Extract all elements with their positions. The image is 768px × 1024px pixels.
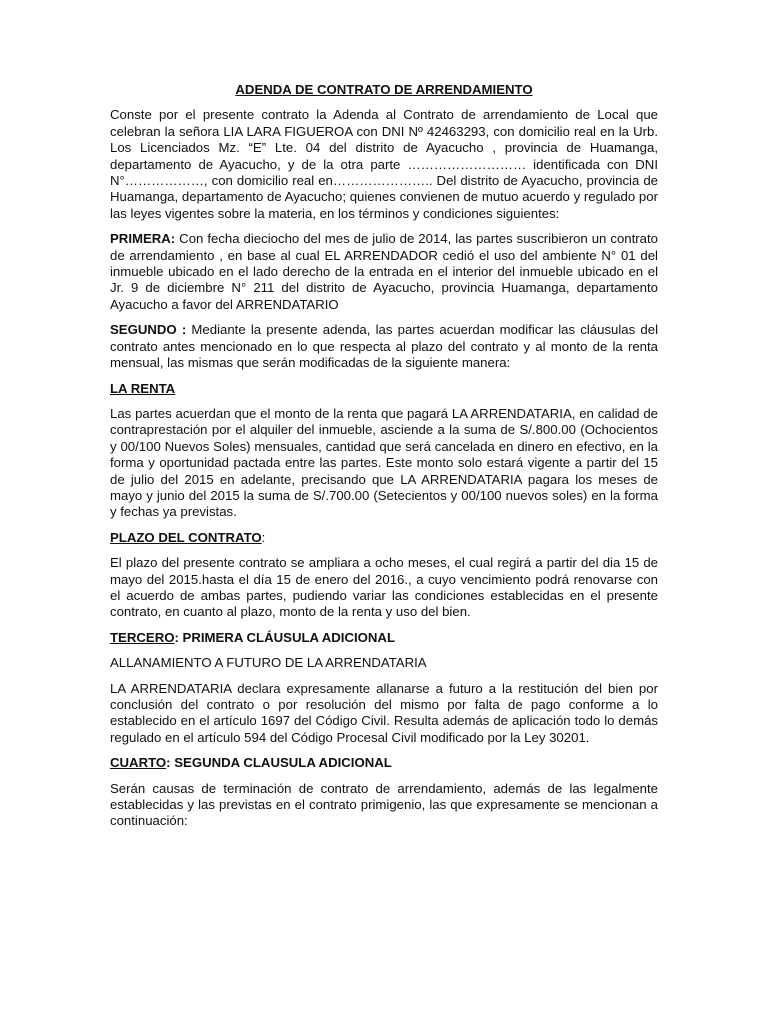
tercero-heading: [110, 630, 658, 646]
renta-heading: [110, 381, 658, 397]
cuarto-label: CUARTO: [110, 755, 167, 771]
document-page: [110, 82, 658, 839]
tercero-label: TERCERO: [110, 629, 175, 645]
clause-segundo-label: SEGUNDO :: [110, 322, 187, 338]
plazo-paragraph: El plazo del presente contrato se ampliara a ocho meses, el cual regirá a partir del dia 15 de mayo del 2015.hasta el día 15 de enero del 2016., a cuyo vencimiento podrá renovarse con el acuerdo de ambas partes, pudiendo variar las condiciones establecidas en el presente contrato, en cuanto al plazo, monto de la renta y uso del bien.: [110, 555, 658, 620]
plazo-heading-text: PLAZO DEL CONTRATO: [110, 529, 262, 545]
renta-paragraph: Las partes acuerdan que el monto de la renta que pagará LA ARRENDATARIA, en calidad de contraprestación por el alquiler del inmueble, asciende a la suma de S/.800.00 (Ochocientos y 00/100 Nuevos Soles) mensuales, cantidad que será cancelada en dinero en efectivo, en la forma y oportunidad pactada entre las partes. Este monto solo estará vigente a partir del 15 de julio del 2015 en adelante, precisando que LA ARRENDATARIA pagara los meses de mayo y junio del 2015 la suma de S/.700.00 (Setecientos y 00/100 nuevos soles) en la forma y fechas ya previstas.: [110, 405, 658, 520]
clause-segundo-text: Mediante la presente adenda, las partes acuerdan modificar las cláusulas del contrato antes mencionado en lo que respecta al plazo del contrato y al monto de la renta mensual, las mismas que serán modificadas de la siguiente manera:: [110, 322, 659, 371]
cuarto-heading: [110, 755, 658, 771]
tercero-subheading: ALLANAMIENTO A FUTURO DE LA ARRENDATARIA: [110, 655, 427, 671]
clause-primera-text: Con fecha dieciocho del mes de julio de 2014, las partes suscribieron un contrato de arrendamiento , en base al cual EL ARRENDADOR cedió el uso del ambiente N° 01 del inmueble ubicado en el lado derecho de la entrada en el interior del inmueble ubicado en el Jr. 9 de diciembre N° 211 del distrito de Ayacucho, provincia Huamanga, departamento Ayacucho a favor del ARRENDATARIO: [110, 231, 658, 312]
intro-paragraph: Conste por el presente contrato la Adenda al Contrato de arrendamiento de Local que celebran la señora LIA LARA FIGUEROA con DNI Nº 42463293, con domicilio real en la Urb. Los Licenciados Mz. “E” Lte. 04 del distrito de Ayacucho , provincia de Huamanga, departamento de Ayacucho, y de la otra parte ……………………… identificada con DNI N°………………, con domicilio real en………………….. Del distrito de Ayacucho, provincia de Huamanga, departamento de Ayacucho; quienes convienen de mutuo acuerdo y regulado por las leyes vigentes sobre la materia, en los términos y condiciones siguientes:: [110, 107, 658, 221]
document-title: ADENDA DE CONTRATO DE ARRENDAMIENTO: [235, 82, 533, 97]
tercero-title: : PRIMERA CLÁUSULA ADICIONAL: [174, 629, 395, 645]
cuarto-title: : SEGUNDA CLAUSULA ADICIONAL: [166, 755, 392, 771]
clause-primera: [110, 231, 658, 313]
plazo-heading: [110, 530, 658, 546]
tercero-paragraph: LA ARRENDATARIA declara expresamente allanarse a futuro a la restitución del bien por conclusión del contrato o por resolución del mismo por falta de pago conforme a lo establecido en el artículo 1697 del Código Civil. Resulta además de aplicación todo lo demás regulado en el artículo 594 del Código Procesal Civil modificado por la Ley 30201.: [110, 680, 658, 745]
renta-heading-text: LA RENTA: [110, 380, 176, 396]
clause-segundo: [110, 322, 658, 371]
cuarto-paragraph: Serán causas de terminación de contrato de arrendamiento, además de las legalmente establecidas y las previstas en el contrato primigenio, las que expresamente se mencionan a continuación:: [110, 780, 658, 829]
clause-primera-label: PRIMERA:: [110, 231, 176, 247]
plazo-heading-colon: :: [261, 529, 266, 545]
